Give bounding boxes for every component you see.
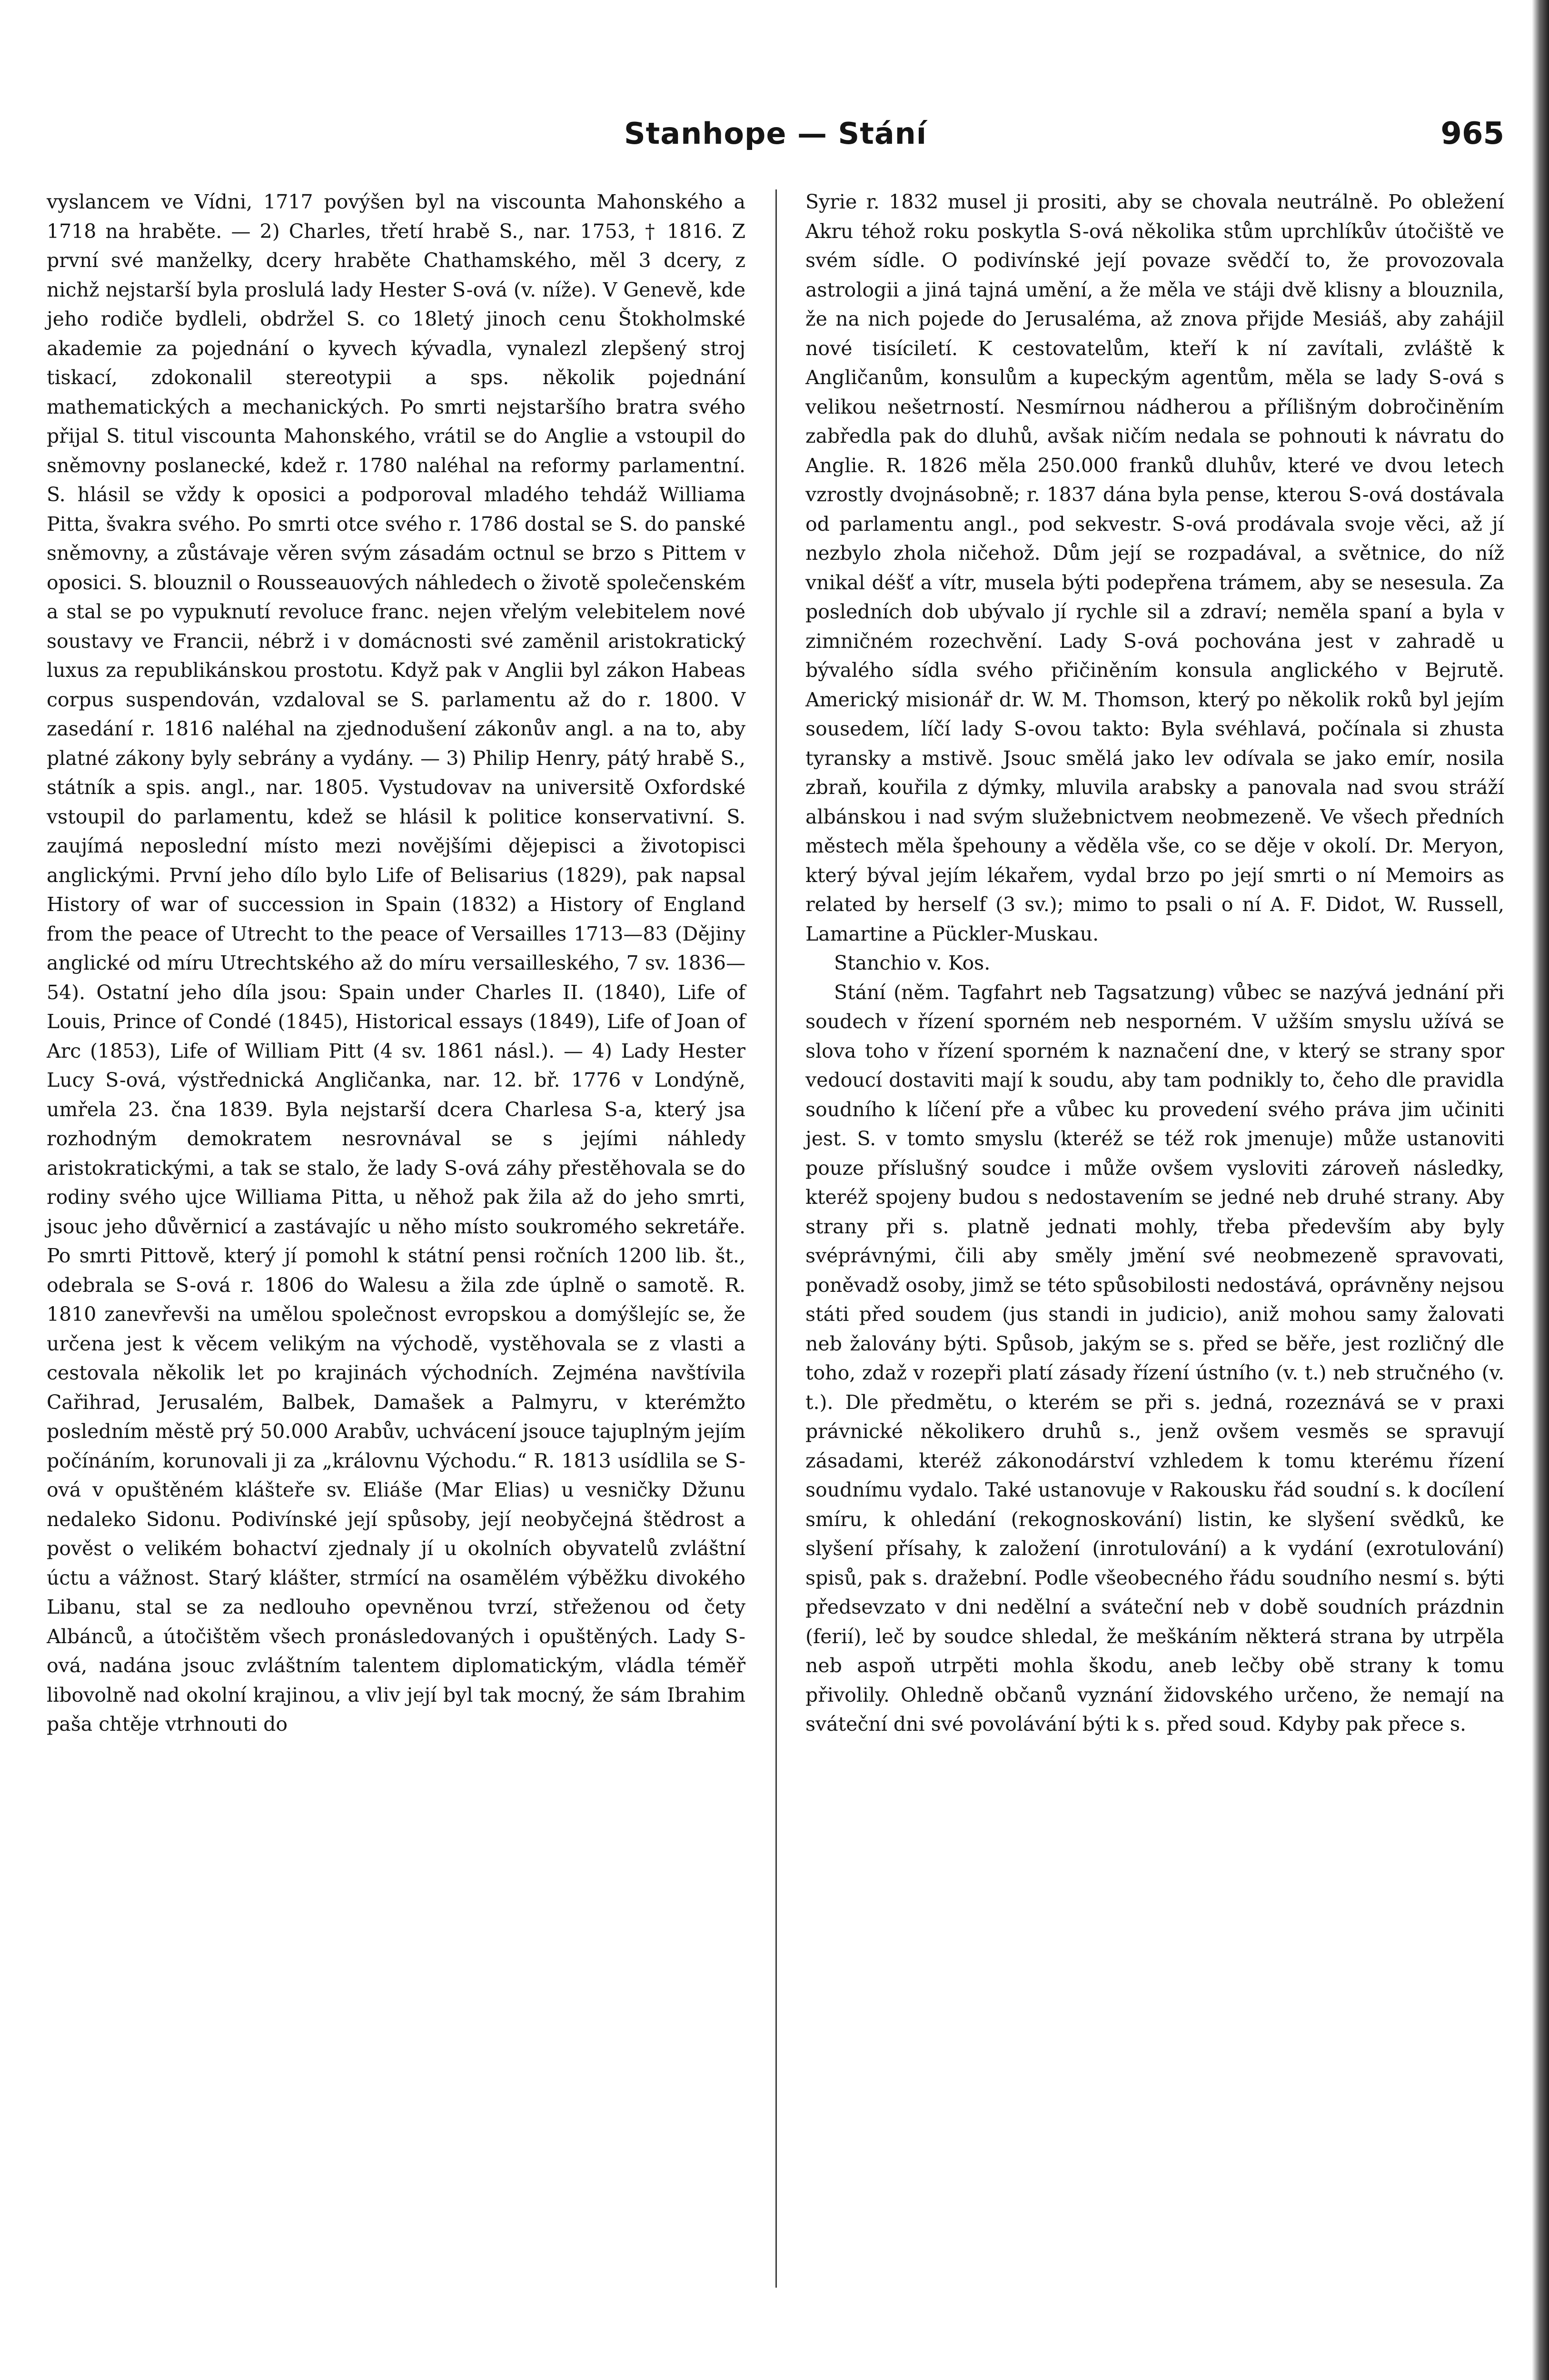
dictionary-page <box>47 0 1504 2380</box>
hester-stanhope-continuation: Syrie r. 1832 musel ji prositi, aby se chovala neutrálně. Po obležení Akru téhož roku poskytla S-ová několika stům uprchlíkův útočiště ve svém sídle. O podivínské její povaze svědčí to, že provozovala astrologii a jiná tajná umění, a že měla ve stáji dvě klisny a blouznila, že na nich pojede do Jerusaléma, až znova přijde Mesiáš, aby zahájil nové tisíciletí. K cestovatelům, kteří k ní zavítali, zvláště k Angličanům, konsulům a kupeckým agentům, měla se lady S-ová s velikou nešetrností. Nesmírnou nádherou a přílišným dobročiněním zabředla pak do dluhů, avšak ničím nedala se pohnouti k návratu do Anglie. R. 1826 měla 250.000 franků dluhův, které ve dvou letech vzrostly dvojnásobně; r. 1837 dána byla pense, kterou S-ová dostávala od parlamentu angl., pod sekvestr. S-ová prodávala svoje věci, až jí nezbylo zhola ničehož. Dům její se rozpadával, a světnice, do níž vnikal déšť a vítr, musela býti podepřena trámem, aby se nesesula. Za posledních dob ubývalo jí rychle sil a zdraví; neměla spaní a byla v zimničném rozechvění. Lady S-ová pochována jest v zahradě u bývalého sídla svého přičiněním konsula anglického v Bejrutě. Americký misionář dr. W. M. Thomson, který po několik roků byl jejím sousedem, líčí lady S-ovou takto: Byla svéhlavá, počínala si zhusta tyransky a mstivě. Jsouc smělá jako lev odívala se jako emír, nosila zbraň, kouřila z dýmky, mluvila arabsky a panovala nad svou stráží albánskou i nad svým služebnictvem neobmezeně. Ve všech předních městech měla špehouny a věděla vše, co se děje v okolí. Dr. Meryon, který býval jejím lékařem, vydal brzo po její smrti o ní Memoirs as related by herself (3 sv.); mimo to psali o ní A. F. Didot, W. Russell, Lamartine a Pückler-Muskau. <box>805 190 1504 945</box>
page-title: Stanhope — Stání <box>624 116 927 151</box>
column-divider <box>775 189 777 2288</box>
stanhope-entry-continuation: vyslancem ve Vídni, 1717 povýšen byl na viscounta Mahonského a 1718 na hraběte. — 2) Charles, třetí hrabě S., nar. 1753, † 1816. Z první své manželky, dcery hraběte Chathamského, měl 3 dcery, z nichž nejstarší byla proslulá lady Hester S-ová (v. níže). V Genevě, kde jeho rodiče bydleli, obdržel S. co 18letý jinoch cenu Štokholmské akademie za pojednání o kyvech kývadla, vynalezl zlepšený stroj tiskací, zdokonalil stereotypii a sps. několik pojednání mathematických a mechanických. Po smrti nejstaršího bratra svého přijal S. titul viscounta Mahonského, vrátil se do Anglie a vstoupil do sněmovny poslanecké, kdež r. 1780 naléhal na reformy parlamentní. S. hlásil se vždy k oposici a podporoval mladého tehdáž Williama Pitta, švakra svého. Po smrti otce svého r. 1786 dostal se S. do panské sněmovny, a zůstávaje věren svým zásadám octnul se brzo s Pittem v oposici. S. blouznil o Rousseauových náhledech o životě společenském a stal se po vypuknutí revoluce franc. nejen vřelým velebitelem nové soustavy ve Francii, nébrž i v domácnosti své zaměnil aristokratický luxus za republikánskou prostotu. Když pak v Anglii byl zákon Habeas corpus suspendován, vzdaloval se S. parlamentu až do r. 1800. V zasedání r. 1816 naléhal na zjednodušení zákonův angl. a na to, aby platné zákony byly sebrány a vydány. — 3) Philip Henry, pátý hrabě S., státník a spis. angl., nar. 1805. Vystudovav na universitě Oxfordské vstoupil do parlamentu, kdež se hlásil k politice konservativní. S. zaujímá neposlední místo mezi novějšími dějepisci a životopisci anglickými. První jeho dílo bylo Life of Belisarius (1829), pak napsal History of war of succession in Spain (1832) a History of England from the peace of Utrecht to the peace of Versailles 1713—83 (Dějiny anglické od míru Utrechtského až do míru versailleského, 7 sv. 1836—54). Ostatní jeho díla jsou: Spain under Charles II. (1840), Life of Louis, Prince of Condé (1845), Historical essays (1849), Life of Joan of Arc (1853), Life of William Pitt (4 sv. 1861 násl.). — 4) Lady Hester Lucy S-ová, výstřednická Angličanka, nar. 12. bř. 1776 v Londýně, umřela 23. čna 1839. Byla nejstarší dcera Charlesa S-a, který jsa rozhodným demokratem nesrovnával se s jejími náhledy aristokratickými, a tak se stalo, že lady S-ová záhy přestěhovala se do rodiny svého ujce Williama Pitta, u něhož pak žila až do jeho smrti, jsouc jeho důvěrnicí a zastávajíc u něho místo soukromého sekretáře. Po smrti Pittově, který jí pomohl k státní pensi ročních 1200 lib. št., odebrala se S-ová r. 1806 do Walesu a žila zde úplně o samotě. R. 1810 zanevřevši na umělou společnost evropskou a domýšlejíc se, že určena jest k věcem velikým na východě, vystěhovala se z vlasti a cestovala několik let po krajinách východních. Zejména navštívila Cařihrad, Jerusalém, Balbek, Damašek a Palmyru, v kterémžto posledním městě prý 50.000 Arabův, uchvácení jsouce tajuplným jejím počínáním, korunovali ji za „královnu Východu.“ R. 1813 usídlila se S-ová v opuštěném klášteře sv. Eliáše (Mar Elias) u vesničky Džunu nedaleko Sidonu. Podivínské její spůsoby, její neobyčejná štědrost a pověst o velikém bohactví zjednaly jí u okolních obyvatelů zvláštní úctu a vážnost. Starý klášter, strmící na osamělém výběžku divokého Libanu, stal se za nedlouho opevněnou tvrzí, střeženou od čety Albánců, a útočištěm všech pronásledovaných i opuštěných. Lady S-ová, nadána jsouc zvláštním talentem diplomatickým, vládla téměř libovolně nad okolní krajinou, a vliv její byl tak mocný, že sám Ibrahim paša chtěje vtrhnouti do <box>47 190 745 1735</box>
right-column <box>805 188 1504 1739</box>
entry-stanchio: Stanchio v. Kos. <box>834 952 991 974</box>
scan-edge-shadow <box>1532 0 1549 2380</box>
left-column <box>47 188 745 1739</box>
entry-stani: Stání (něm. Tagfahrt neb Tagsatzung) vůbec se nazývá jednání při soudech v řízení sporném neb nesporném. V užším smyslu užívá se slova toho v řízení sporném k naznačení dne, v který se strany spor vedoucí dostaviti mají k soudu, aby tam podnikly to, čeho dle pravidla soudního k líčení pře a vůbec ku provedení svého práva jim učiniti jest. S. v tomto smyslu (kteréž se též rok jmenuje) může ustanoviti pouze příslušný soudce i může ovšem vysloviti zároveň následky, kteréž spojeny budou s nedostavením se jedné neb druhé strany. Aby strany při s. platně jednati mohly, třeba především aby byly svéprávnými, čili aby směly jmění své neobmezeně spravovati, poněvadž osoby, jimž se této spůsobilosti nedostává, oprávněny nejsou státi před soudem (jus standi in judicio), aniž mohou samy žalovati neb žalovány býti. Spůsob, jakým se s. před se běře, jest rozličný dle toho, zdaž v rozepři platí zásady řízení ústního (v. t.) neb stručného (v. t.). Dle předmětu, o kterém se při s. jedná, rozeznává se v praxi právnické několikero druhů s., jenž ovšem vesměs se spravují zásadami, kteréž zákonodárství vzhledem k tomu kterému řízení soudnímu vydalo. Také ustanovuje v Rakousku řád soudní s. k docílení smíru, k ohledání (rekognoskování) listin, ke slyšení svědků, ke slyšení přísahy, k založení (inrotulování) a k vydání (exrotulování) spisů, pak s. dražební. Podle všeobecného řádu soudního nesmí s. býti předsevzato v dni nedělní a sváteční neb v době soudních prázdnin (ferií), leč by soudce shledal, že meškáním některá strana by utrpěla neb aspoň utrpěti mohla škodu, aneb lečby obě strany k tomu přivolily. Ohledně občanů vyznání židovského určeno, že nemají na sváteční dni své povolávání býti k s. před soud. Kdyby pak přece s. <box>805 981 1504 1735</box>
page-number: 965 <box>1440 116 1504 151</box>
running-head <box>47 112 1504 165</box>
